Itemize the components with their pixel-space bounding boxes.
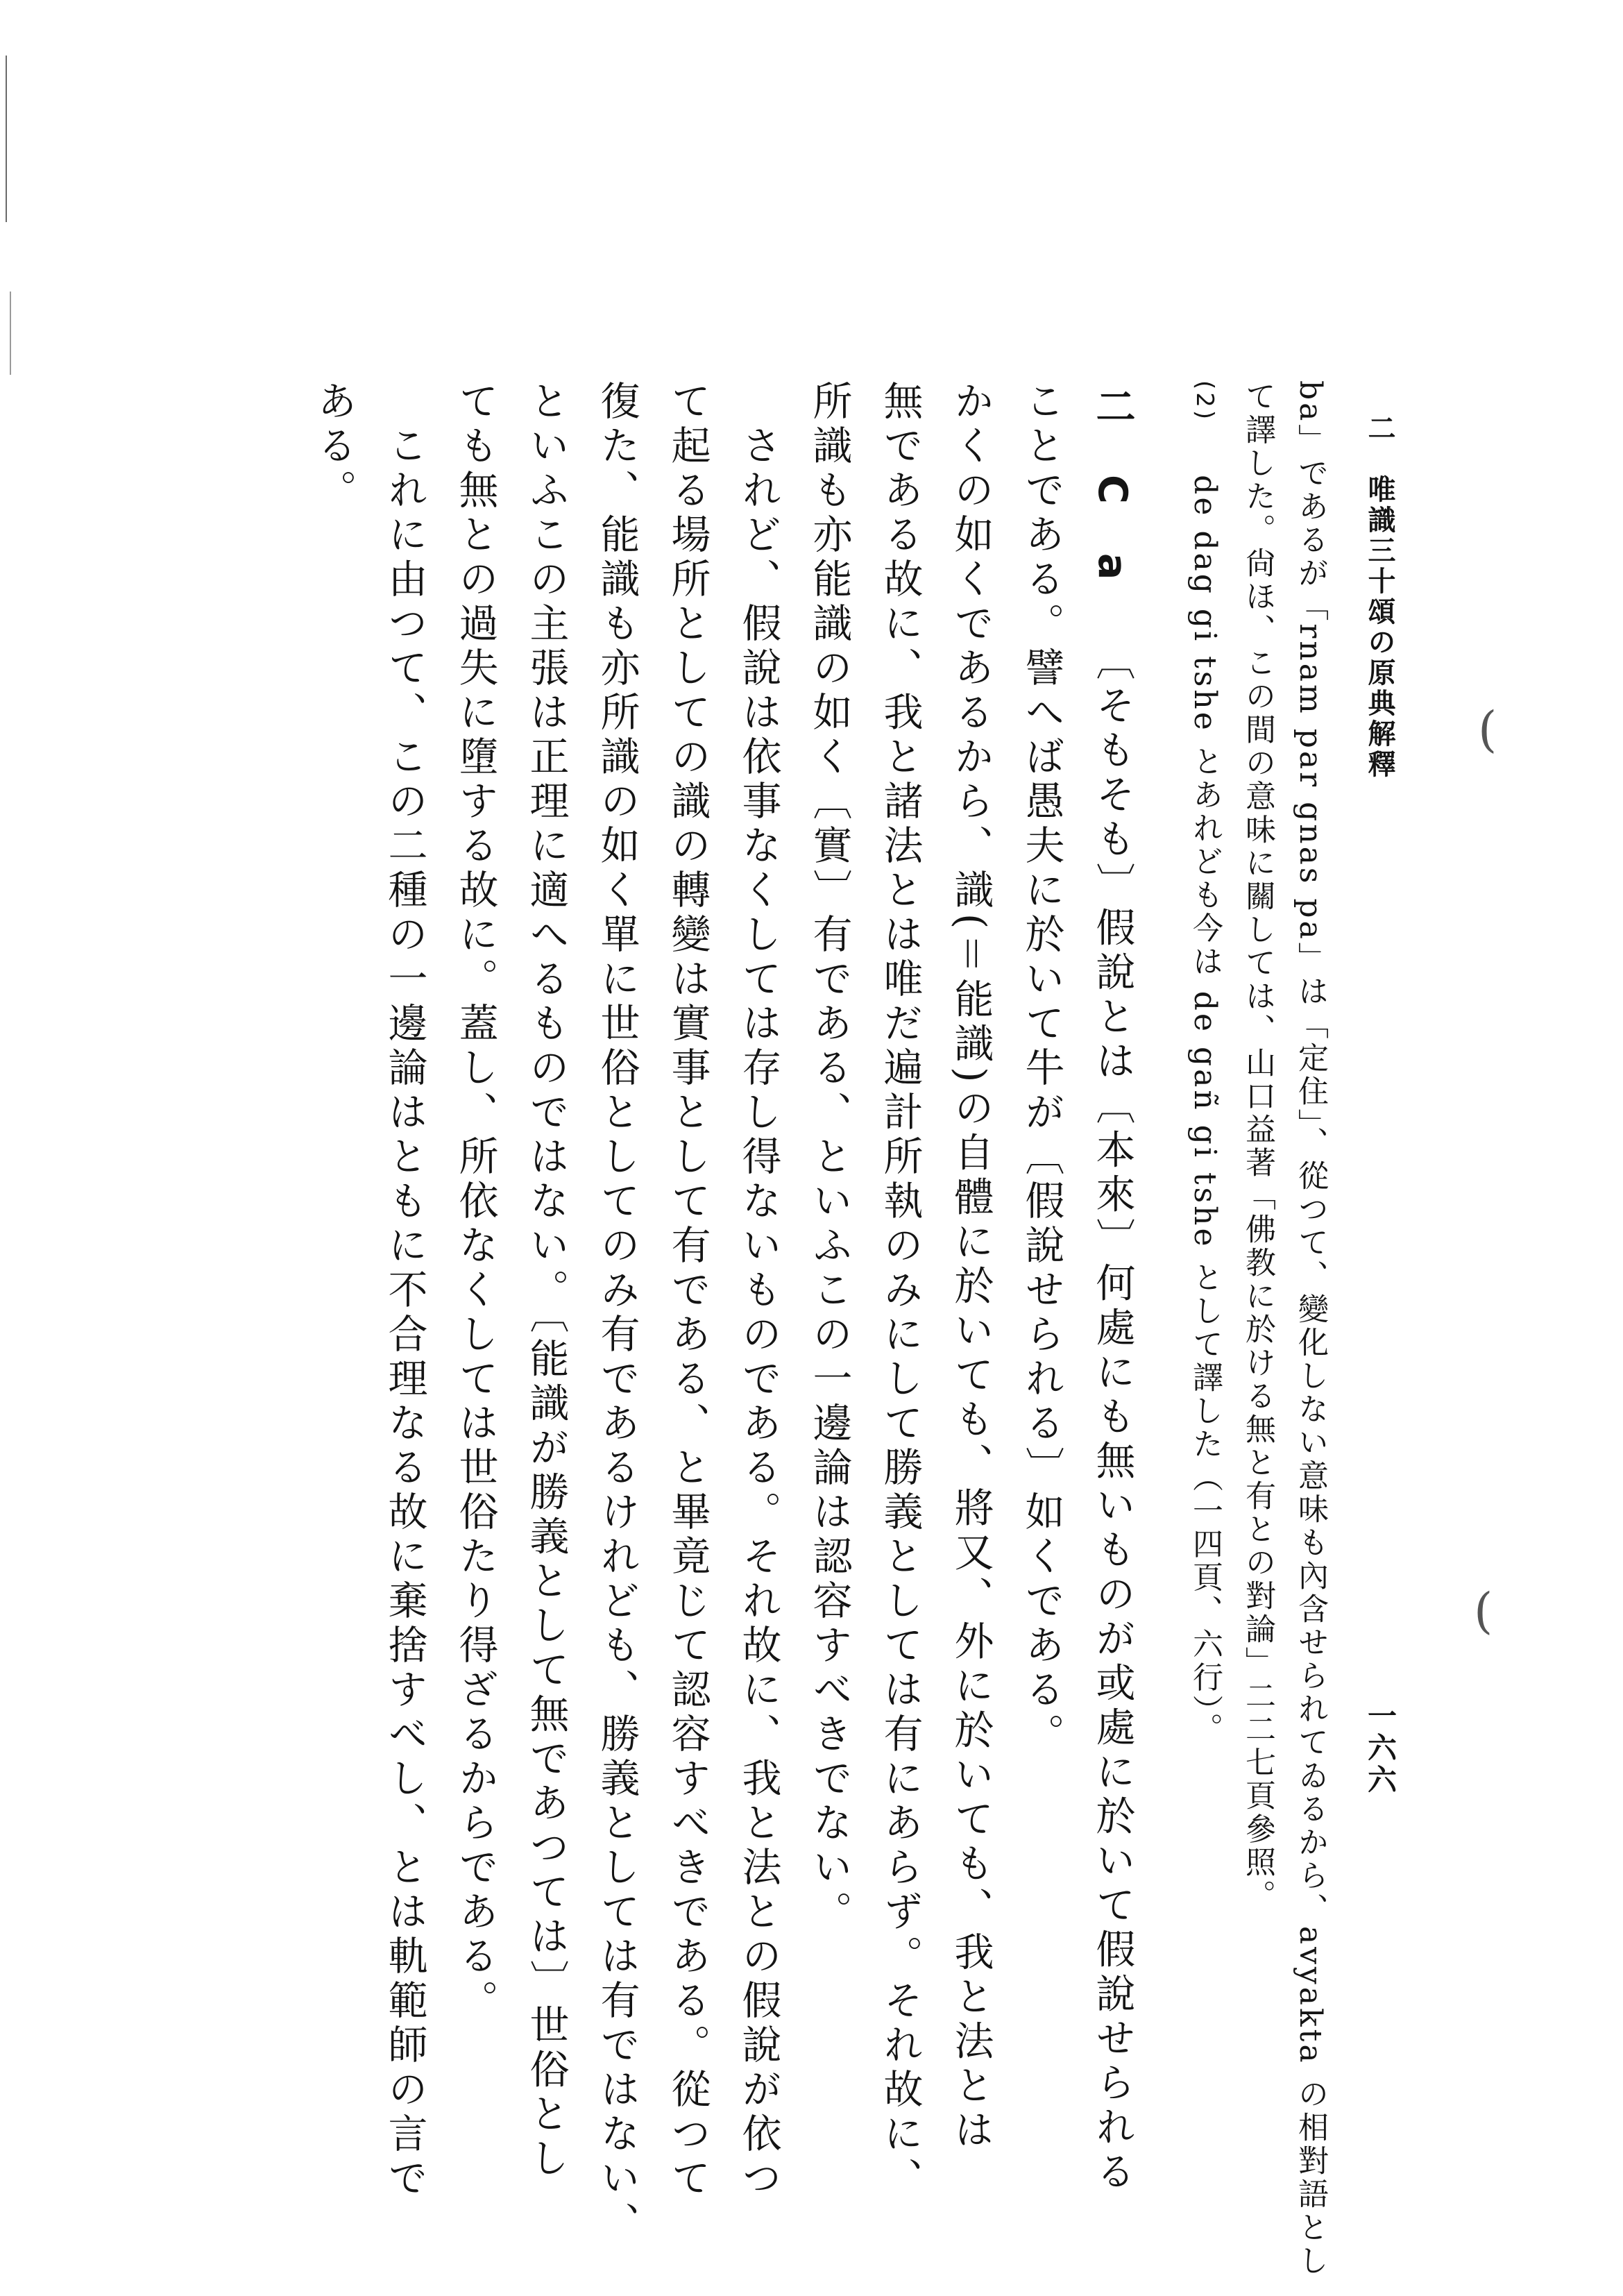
note-line-1: ba」であるが「rnam par gnas pa」は「定住」、從つて、變化しない意味も內含せられてゐるから、avyakta の相對語とし (1293, 380, 1328, 2278)
note-2 (1187, 380, 1223, 1746)
body-line: ある。 (311, 380, 357, 514)
body-line: 復た、能識も亦所識の如く單に世俗としてのみ有であるけれども、勝義としては有ではない、 (594, 380, 640, 2246)
body-first-line (1089, 386, 1135, 2195)
scan-edge-mark (6, 56, 7, 222)
body-line: 所識も亦能識の如く〔實〕有である、といふこの一邊論は認容すべきでない。 (806, 380, 852, 1935)
margin-mark: ( (1478, 701, 1497, 758)
body-line: 〔そもそも〕假說とは〔本來〕何處にも無いものが或處に於いて假說せられる (1089, 640, 1135, 2195)
body-line: といふこの主張は正理に適へるものではない。〔能識が勝義として無であつては〕世俗とし (523, 380, 569, 2182)
body-line: ことである。譬へば愚夫に於いて牛が〔假說せられる〕如くである。 (1019, 380, 1064, 1757)
body-line: て起る場所としての識の轉變は實事として有である、と畢竟じて認容すべきである。從つて (665, 380, 711, 2202)
body-line: これに由つて、この二種の一邊論はともに不合理なる故に棄捨すべし、とは軌範師の言で (382, 425, 427, 2202)
page-number: 一六六 (1363, 1700, 1397, 1796)
note-2-text: de dag gi tshe とあれども今は de gañ gi tshe として譯した（一四頁、六行）。 (1187, 475, 1223, 1746)
body-line: かくの如くであるから、識(＝能識)の自體に於いても、將又、外に於いても、我と法とは (948, 380, 994, 2154)
running-title: 二 唯識三十頌の原典解釋 (1363, 414, 1395, 780)
section-mark: 二 C a (1089, 386, 1135, 585)
body-line: ても無との過失に墮する故に。蓋し、所依なくしては世俗たり得ざるからである。 (452, 380, 498, 2024)
note-line-2: て譯した。尙ほ、この間の意味に關しては、山口益著「佛教に於ける無と有との對論」二二七頁參照。 (1240, 380, 1275, 1913)
body-line: 無である故に、我と諸法とは唯だ遍計所執のみにして勝義としては有にあらず。それ故に、 (877, 380, 923, 2202)
scan-edge-mark (10, 292, 11, 375)
body-line: されど、假說は依事なくしては存し得ないものである。それ故に、我と法との假說が依つ (736, 425, 781, 2202)
note-2-number: (2) (1191, 380, 1218, 423)
margin-mark: ( (1474, 1582, 1493, 1639)
